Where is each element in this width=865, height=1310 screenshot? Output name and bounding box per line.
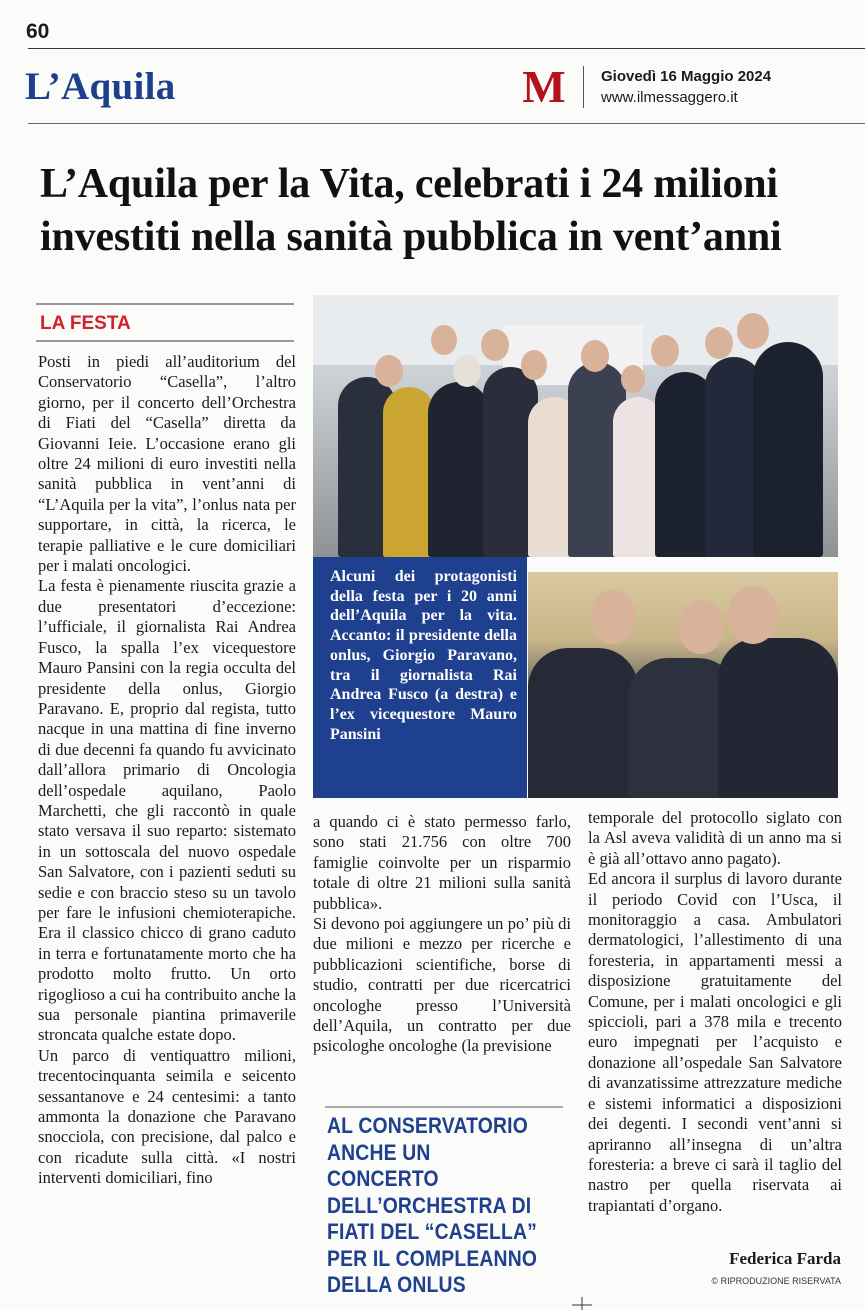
section-title: L’Aquila [25,65,176,108]
website-link[interactable]: www.ilmessaggero.it [601,89,738,106]
group-photo [313,295,838,557]
presidents-photo [528,572,838,798]
masthead-divider [583,66,584,108]
author-byline: Federica Farda [729,1249,841,1268]
kicker-rule-bottom [36,340,294,342]
copyright-notice: © RIPRODUZIONE RISERVATA [711,1276,841,1286]
photo-caption: Alcuni dei protagonisti della festa per i 20 anni dell’Aquila per la vita. Accanto: il presidente della onlus, Giorgio Paravano, tra il giornalista Rai Andrea Fusco (a destra) e l’ex vicequestore Mauro Pansini [313,557,527,798]
top-rule [28,48,865,49]
text-column-1 [38,352,296,1292]
paragraph: Posti in piedi all’auditorium del Conservatorio “Casella”, l’altro giorno, per il concerto dell’Orchestra di Fiati del “Casella” diretta da Giovanni Ieie. L’occasione erano gli oltre 24 milioni di euro investiti nella sanità pubblica in vent’anni di “L’Aquila per la vita”, l’onlus nata per supportare, in città, la ricerca, le terapie palliative e le cure domiciliari per i malati oncologici. [38,352,296,576]
logo-letter: M [522,64,566,108]
header-rule [28,123,865,124]
newspaper-logo [520,64,568,108]
paragraph: Ed ancora il surplus di lavoro durante il periodo Covid con l’Usca, il monitoraggio a casa. Ambulatori dermatologici, l’allestimento di una foresteria, in appartamenti messi a disposizione gratuitamente del Comune, per i malati oncologici e gli spiccioli, pari a 378 mila e trecento euro impegnati per l’acquisto e donazione all’ospedale San Salvatore di avanzatissime attrezzature mediche e sistemi informatici a disposizioni dei degenti. I secondi vent’anni si apriranno all’insegna di un’altra foresteria: a breve ci sarà il taglio del nastro per quella riservata ai trapiantati d’organo. [588,869,842,1215]
paragraph: Un parco di ventiquattro milioni, trecentocinquanta seimila e seicento sessantanove e 24 centesimi: a tanto ammonta la donazione che Paravano snocciola, con precisione, dal palco e con ricadute sulla città. «I nostri interventi domiciliari, fino [38,1045,296,1188]
pullquote-rule [325,1106,563,1108]
paragraph: Si devono poi aggiungere un po’ più di due milioni e mezzo per ricerche e pubblicazioni scientifiche, borse di studio, contratti per due ricercatrici oncologhe presso l’Università dell’Aquila, un contratto per due psicologhe oncologhe (la previsione [313,914,571,1056]
paragraph: a quando ci è stato permesso farlo, sono stati 21.756 con oltre 700 famiglie coinvolte per un risparmio totale di oltre 21 milioni sulla sanità pubblica». [313,812,571,913]
article-kicker: LA FESTA [40,313,131,334]
text-column-3 [588,808,842,1248]
paragraph: La festa è pienamente riuscita grazie a due presentatori d’eccezione: l’ufficiale, il giornalista Rai Andrea Fusco, la spalla l’ex vicequestore Mauro Pansini con la regia occulta del presidente della onlus, Giorgio Paravano. E, proprio dal regista, tutto nacque in una mattina di fine inverno di due decenni fa quando fu avvicinato dall’allora primario di Oncologia dell’ospedale aquilano, Paolo Marchetti, che gli raccontò in quale stato versava il suo reparto: sistemato in un sottoscala del nuovo ospedale San Salvatore, con i pazienti seduti su sedie e con braccio steso su un tavolo per fare le infusioni chemioterapiche. Era il classico chicco di grano caduto in terra e fortunatamente morto che ha prodotto molto frutto. Un orto rigoglioso a cui ha contribuito anche la sua personale piantina primaverile stroncata qualche estate dopo. [38,576,296,1045]
page-number: 60 [26,20,50,43]
pull-quote: AL CONSERVATORIO ANCHE UN CONCERTO DELL’ORCHESTRA DI FIATI DEL “CASELLA” PER IL COMPLEANNO DELLA ONLUS [327,1113,538,1297]
kicker-rule-top [36,303,294,305]
text-column-2 [313,812,571,1080]
paragraph: temporale del protocollo siglato con la Asl aveva validità di un anno ma si è già all’ottavo anno pagato). [588,808,842,868]
crop-mark-icon [572,1297,592,1310]
issue-date: Giovedì 16 Maggio 2024 [601,68,772,85]
article-headline: L’Aquila per la Vita, celebrati i 24 milioni investiti nella sanità pubblica in vent’anni [40,161,782,260]
